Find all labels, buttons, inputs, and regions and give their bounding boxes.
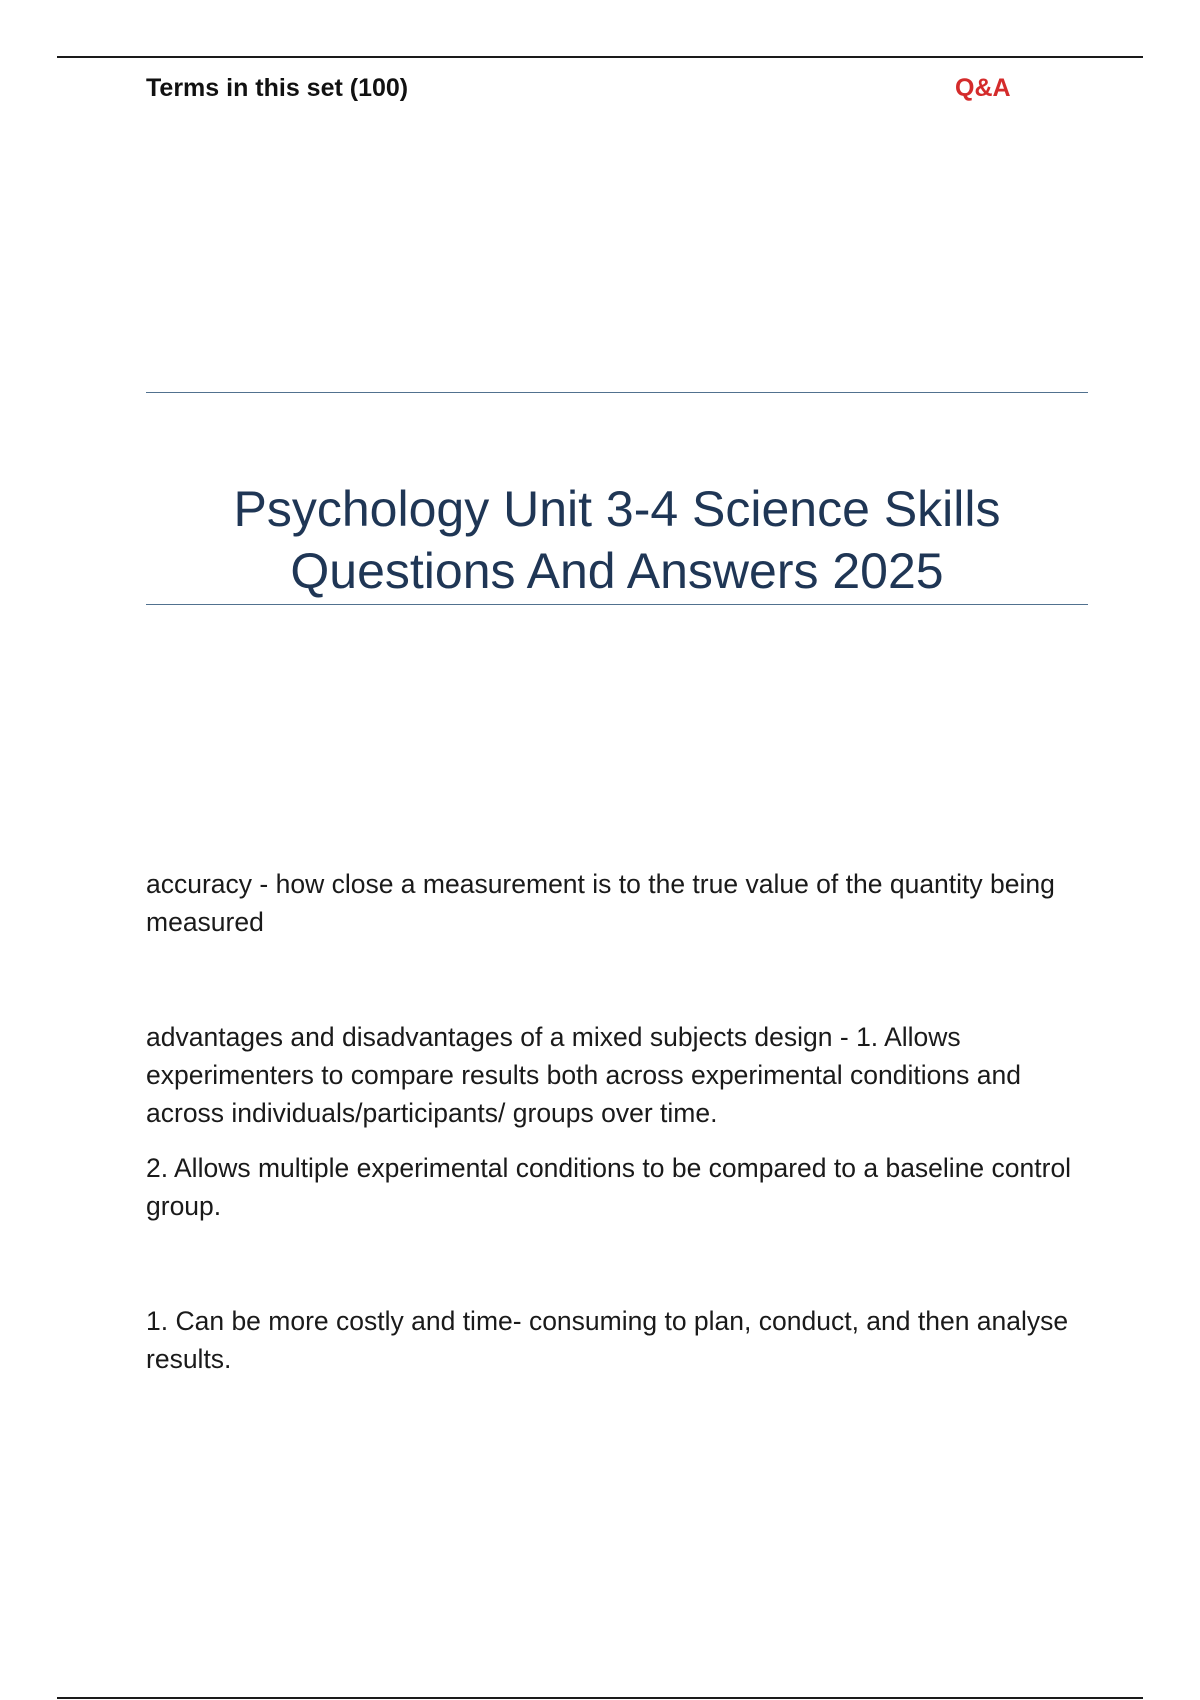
bottom-rule [57, 1697, 1143, 1699]
term-entry-disadvantage-1: 1. Can be more costly and time- consuming to plan, conduct, and then analyse results. [146, 1306, 1069, 1374]
terms-count-label: Terms in this set (100) [146, 74, 409, 102]
term-entry-mixed-design: advantages and disadvantages of a mixed subjects design - 1. Allows experimenters to compare results both across experimental conditions and across individuals/participants/ groups over time. [146, 1022, 1021, 1128]
qa-label: Q&A [955, 74, 1011, 102]
top-rule [57, 56, 1143, 58]
term-entry-point-2: 2. Allows multiple experimental conditions to be compared to a baseline control group. [146, 1153, 1072, 1221]
title-line-1: Psychology Unit 3-4 Science Skills [233, 481, 1001, 537]
term-entry-accuracy: accuracy - how close a measurement is to the true value of the quantity being measured [146, 869, 1055, 937]
document-title [146, 478, 1088, 602]
title-line-2: Questions And Answers 2025 [290, 543, 944, 599]
title-bottom-rule [146, 604, 1088, 605]
title-top-rule [146, 392, 1088, 393]
